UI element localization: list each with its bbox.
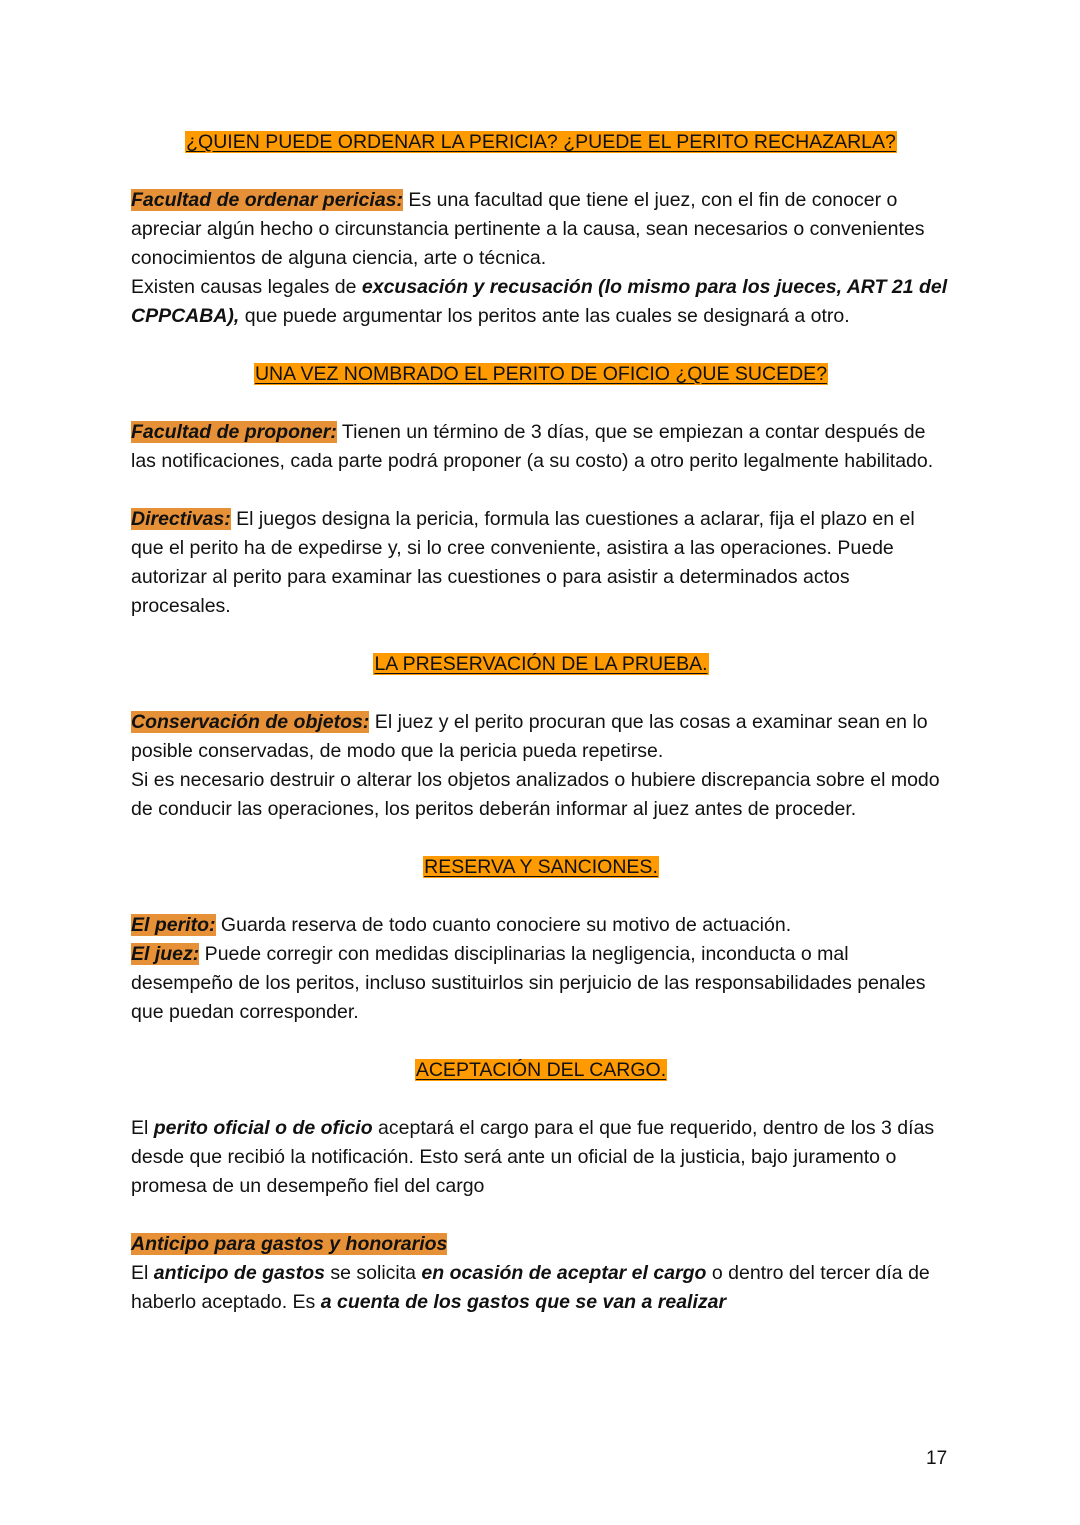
paragraph: Facultad de proponer: Tienen un término de 3 días, que se empiezan a contar después de las notificaciones, cada parte podrá proponer (a su costo) a otro perito legalmente habilitado. (131, 421, 934, 472)
paragraph: El juez: Puede corregir con medidas disciplinarias la negligencia, inconducta o mal desempeño de los peritos, incluso sustituirlos sin perjuicio de las responsabilidades penales que puedan corresponder. (131, 943, 926, 1023)
paragraph: Directivas: El juegos designa la pericia, formula las cuestiones a aclarar, fija el plazo en el que el perito ha de expedirse y, si lo cree conveniente, asistira a las operaciones. Puede autorizar al perito para examinar las cuestiones o para asistir a determinados actos procesales. (131, 508, 915, 617)
paragraph: Conservación de objetos: El juez y el perito procuran que las cosas a examinar sean en lo posible conservadas, de modo que la pericia pueda repetirse. (131, 711, 928, 762)
term-label: El perito: (131, 914, 216, 936)
section-heading: LA PRESERVACIÓN DE LA PRUEBA. (374, 653, 708, 675)
term-label: Conservación de objetos: (131, 711, 370, 733)
paragraph: El anticipo de gastos se solicita en ocasión de aceptar el cargo o dentro del tercer día de haberlo aceptado. Es a cuenta de los gastos que se van a realizar (131, 1262, 930, 1313)
paragraph: El perito oficial o de oficio aceptará el cargo para el que fue requerido, dentro de los 3 días desde que recibió la notificación. Esto será ante un oficial de la justicia, bajo juramento o promesa de un desempeño fiel del cargo (131, 1117, 935, 1197)
section-heading: ¿QUIEN PUEDE ORDENAR LA PERICIA? ¿PUEDE EL PERITO RECHAZARLA? (186, 131, 896, 153)
page-number: 17 (926, 1448, 948, 1469)
section-heading: RESERVA Y SANCIONES. (424, 856, 658, 878)
paragraph: Existen causas legales de excusación y recusación (lo mismo para los jueces, ART 21 del CPPCABA), que puede argumentar los peritos ante las cuales se designará a otro. (131, 276, 948, 327)
paragraph: Si es necesario destruir o alterar los objetos analizados o hubiere discrepancia sobre el modo de conducir las operaciones, los peritos deberán informar al juez antes de proceder. (131, 769, 940, 820)
paragraph: Facultad de ordenar pericias: Es una facultad que tiene el juez, con el fin de conocer o apreciar algún hecho o circunstancia pertinente a la causa, sean necesarios o convenientes conocimientos de alguna ciencia, arte o técnica. (131, 189, 925, 269)
section-heading: UNA VEZ NOMBRADO EL PERITO DE OFICIO ¿QUE SUCEDE? (254, 363, 828, 385)
paragraph (131, 1230, 951, 1259)
term-label: Facultad de proponer: (131, 421, 337, 443)
term-label: Anticipo para gastos y honorarios (131, 1233, 448, 1255)
document-page (131, 128, 951, 1317)
section-heading: ACEPTACIÓN DEL CARGO. (415, 1059, 667, 1081)
paragraph: El perito: Guarda reserva de todo cuanto conociere su motivo de actuación. (131, 914, 792, 936)
term-label: Directivas: (131, 508, 231, 530)
term-label: El juez: (131, 943, 200, 965)
term-label: Facultad de ordenar pericias: (131, 189, 404, 211)
